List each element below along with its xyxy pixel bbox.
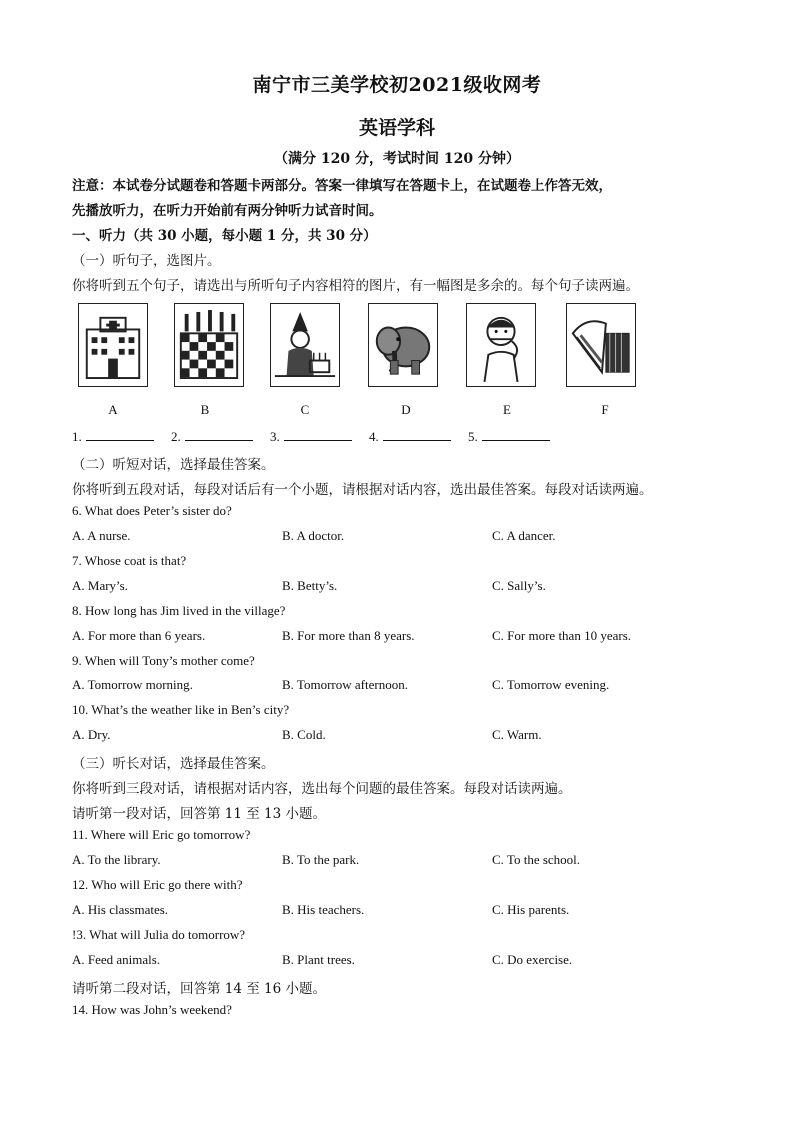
option-c[interactable]: C. Do exercise.: [492, 952, 573, 967]
part1-heading: （一）听句子，选图片。: [72, 253, 221, 269]
answer-blank[interactable]: 3.: [270, 428, 352, 445]
question-11: 11. Where will Eric go tomorrow?: [72, 827, 251, 842]
picture-label: B: [200, 402, 210, 417]
option-b[interactable]: B. Cold.: [282, 727, 326, 742]
part1-instruction: 你将听到五个句子，请选出与所听句子内容相符的图片，有一幅图是多余的。每个句子读两遍。: [72, 278, 639, 294]
hospital-icon: [78, 303, 148, 387]
answer-blanks: [72, 428, 564, 445]
question-14: 14. How was John’s weekend?: [72, 1002, 232, 1017]
picture-label: D: [401, 402, 411, 417]
sandwich-icon: [566, 303, 636, 387]
section-listening-heading: 一、听力（共 30 小题，每小题 1 分，共 30 分）: [72, 228, 377, 244]
option-c[interactable]: C. To the school.: [492, 852, 581, 867]
part3-heading: （三）听长对话，选择最佳答案。: [72, 756, 275, 772]
option-b[interactable]: B. His teachers.: [282, 902, 365, 917]
answer-blank[interactable]: 5.: [468, 428, 550, 445]
question-7: 7. Whose coat is that?: [72, 553, 187, 568]
option-a[interactable]: A. A nurse.: [72, 528, 131, 543]
option-c[interactable]: C. His parents.: [492, 902, 570, 917]
part3-instruction: 你将听到三段对话，请根据对话内容，选出每个问题的最佳答案。每段对话读两遍。: [72, 781, 572, 797]
option-a[interactable]: A. Tomorrow morning.: [72, 677, 193, 692]
option-a[interactable]: A. For more than 6 years.: [72, 628, 206, 643]
part2-heading: （二）听短对话，选择最佳答案。: [72, 457, 275, 473]
option-c[interactable]: C. Sally’s.: [492, 578, 546, 593]
option-b[interactable]: B. A doctor.: [282, 528, 345, 543]
option-b[interactable]: B. To the park.: [282, 852, 360, 867]
option-a[interactable]: A. Feed animals.: [72, 952, 161, 967]
option-c[interactable]: C. Warm.: [492, 727, 542, 742]
option-b[interactable]: B. Tomorrow afternoon.: [282, 677, 408, 692]
question-6: 6. What does Peter’s sister do?: [72, 503, 232, 518]
option-a[interactable]: A. His classmates.: [72, 902, 169, 917]
exam-title: 南宁市三美学校初2021级收网考: [252, 74, 542, 96]
answer-blank[interactable]: 1.: [72, 428, 154, 445]
option-c[interactable]: C. A dancer.: [492, 528, 556, 543]
notice-line-2: 先播放听力，在听力开始前有两分钟听力试音时间。: [72, 203, 383, 219]
option-b[interactable]: B. Betty’s.: [282, 578, 338, 593]
option-a[interactable]: A. Mary’s.: [72, 578, 128, 593]
answer-blank[interactable]: 4.: [369, 428, 451, 445]
picture-label: F: [601, 402, 609, 417]
dialog2-intro: 请听第二段对话，回答第 14 至 16 小题。: [72, 981, 327, 997]
question-13: !3. What will Julia do tomorrow?: [72, 927, 246, 942]
option-b[interactable]: B. For more than 8 years.: [282, 628, 415, 643]
chess-board-icon: [174, 303, 244, 387]
option-a[interactable]: A. To the library.: [72, 852, 161, 867]
picture-label: E: [503, 402, 511, 417]
score-time-note: （满分 120 分，考试时间 120 分钟）: [274, 151, 520, 167]
elephant-icon: [368, 303, 438, 387]
notice-line-1: 注意：本试卷分试题卷和答题卡两部分。答案一律填写在答题卡上，在试题卷上作答无效，: [72, 178, 612, 194]
picture-label: C: [300, 402, 310, 417]
picture-label: A: [108, 402, 118, 417]
option-c[interactable]: C. For more than 10 years.: [492, 628, 632, 643]
boy-toothbrush-icon: [466, 303, 536, 387]
question-10: 10. What’s the weather like in Ben’s city?: [72, 702, 290, 717]
option-b[interactable]: B. Plant trees.: [282, 952, 355, 967]
subject-title: 英语学科: [358, 117, 435, 139]
question-8: 8. How long has Jim lived in the village?: [72, 603, 286, 618]
option-a[interactable]: A. Dry.: [72, 727, 111, 742]
option-c[interactable]: C. Tomorrow evening.: [492, 677, 610, 692]
birthday-cake-icon: [270, 303, 340, 387]
answer-blank[interactable]: 2.: [171, 428, 253, 445]
question-9: 9. When will Tony’s mother come?: [72, 653, 255, 668]
dialog1-intro: 请听第一段对话，回答第 11 至 13 小题。: [72, 806, 327, 822]
part2-instruction: 你将听到五段对话，每段对话后有一个小题，请根据对话内容，选出最佳答案。每段对话读两遍。: [72, 482, 653, 498]
question-12: 12. Who will Eric go there with?: [72, 877, 243, 892]
